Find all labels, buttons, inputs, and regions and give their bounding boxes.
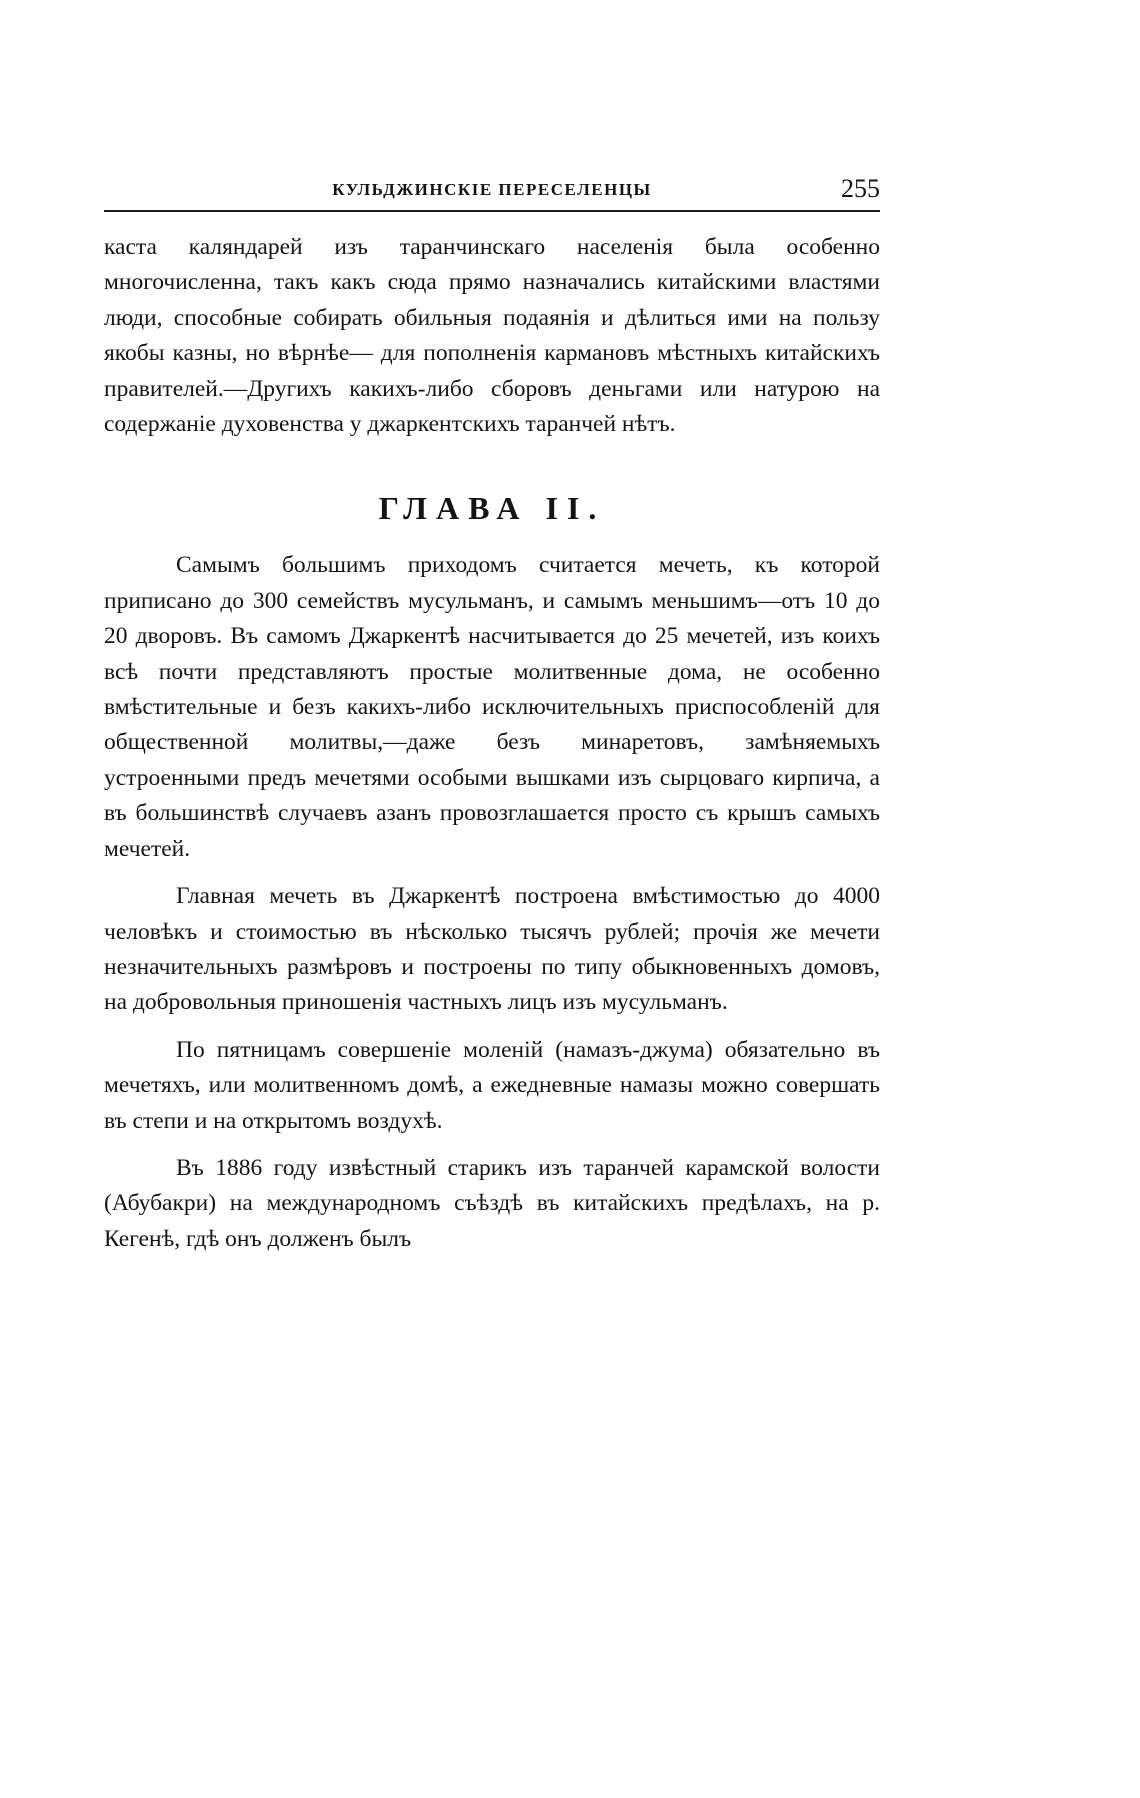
running-title: КУЛЬДЖИНСКІЕ ПЕРЕСЕЛЕНЦЫ [332,180,652,199]
page-body [104,230,880,1257]
book-page [104,170,880,1257]
paragraph: Главная мечеть въ Джаркентѣ построена вмѣстимостью до 4000 человѣкъ и стоимостью въ нѣсколько тысячъ рублей; прочія же мечети незначительныхъ размѣровъ и построены по типу обыкновенныхъ домовъ, на добровольныя приношенія частныхъ лицъ изъ мусульманъ. [104,883,880,1016]
chapter-heading: ГЛАВА II. [378,490,606,527]
running-header [104,170,880,212]
paragraph-continued: каста каляндарей изъ таранчинскаго населенія была особенно многочисленна, такъ какъ сюда прямо назначались китайскими властями люди, способные собирать обильныя подаянія и дѣлиться ими на пользу якобы казны, но вѣрнѣе— для пополненія кармановъ мѣстныхъ китайскихъ правителей.—Другихъ какихъ-либо сборовъ деньгами или натурою на содержаніе духовенства у джаркентскихъ таранчей нѣтъ. [104,234,880,438]
page-number: 255 [841,174,880,203]
paragraph: Самымъ большимъ приходомъ считается мечеть, къ которой приписано до 300 семействъ мусульманъ, и самымъ меньшимъ—отъ 10 до 20 дворовъ. Въ самомъ Джаркентѣ насчитывается до 25 мечетей, изъ коихъ всѣ почти представляютъ простые молитвенные дома, не особенно вмѣстительные и безъ какихъ-либо исключительныхъ приспособленій для общественной молитвы,—даже безъ минаретовъ, замѣняемыхъ устроенными предъ мечетями особыми вышками изъ сырцоваго кирпича, а въ большинствѣ случаевъ азанъ провозглашается просто съ крышъ самыхъ мечетей. [104,552,880,862]
paragraph: По пятницамъ совершеніе моленій (намазъ-джума) обязательно въ мечетяхъ, или молитвенномъ домѣ, а ежедневные намазы можно совершать въ степи и на открытомъ воздухѣ. [104,1036,880,1134]
paragraph: Въ 1886 году извѣстный старикъ изъ таранчей карамской волости (Абубакри) на международномъ съѣздѣ въ китайскихъ предѣлахъ, на р. Кегенѣ, гдѣ онъ долженъ былъ [104,1154,880,1252]
